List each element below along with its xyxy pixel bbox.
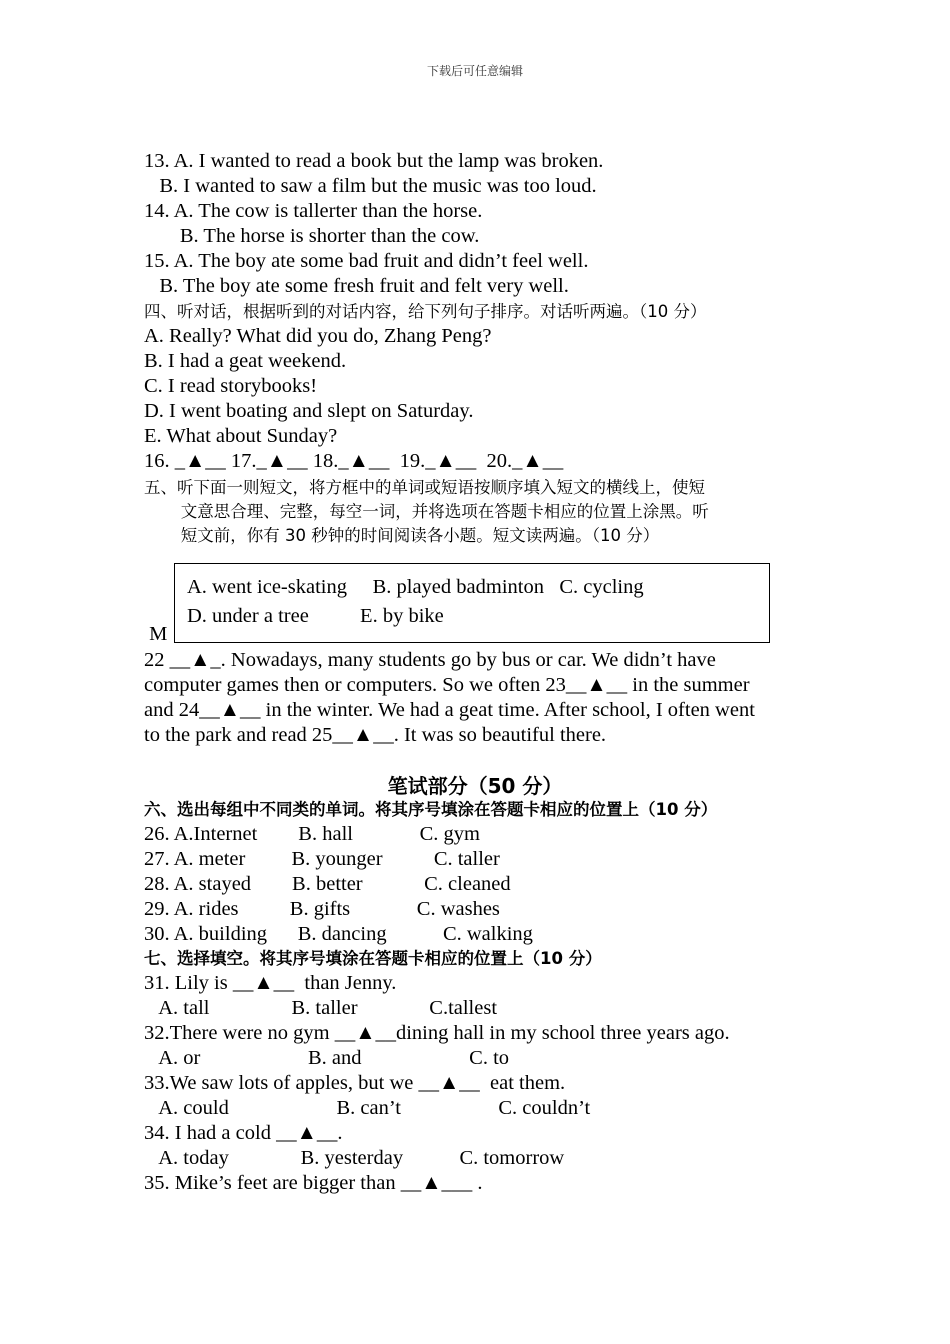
item-15b: B. The boy ate some fresh fruit and felt very well. (144, 275, 569, 297)
question-28: 28. A. stayed B. better C. cleaned (144, 873, 511, 895)
passage-line-1-left: M (144, 623, 168, 645)
item-14b: B. The horse is shorter than the cow. (144, 225, 480, 247)
dialog-line-c: C. I read storybooks! (144, 375, 318, 397)
question-32: 32.There were no gym __▲__dining hall in my school three years ago. (144, 1022, 730, 1044)
written-section-title: 笔试部分（50 分） (387, 774, 563, 798)
section-5-heading-3: 短文前，你有 30 秒钟的时间阅读各小题。短文读两遍。（10 分） (144, 526, 660, 545)
question-34-options: A. today B. yesterday C. tomorrow (144, 1147, 565, 1169)
dialog-line-e: E. What about Sunday? (144, 425, 338, 447)
question-30: 30. A. building B. dancing C. walking (144, 923, 533, 945)
passage-line-4: and 24__▲__ in the winter. We had a geat time. After school, I often went (144, 699, 755, 721)
question-31: 31. Lily is __▲__ than Jenny. (144, 972, 397, 994)
passage-line-3: computer games then or computers. So we often 23__▲__ in the summer (144, 674, 750, 696)
item-15a: 15. A. The boy ate some bad fruit and didn’t feel well. (144, 250, 589, 272)
question-35: 35. Mike’s feet are bigger than __▲___ . (144, 1172, 483, 1194)
dialog-line-b: B. I had a geat weekend. (144, 350, 347, 372)
question-33-options: A. could B. can’t C. couldn’t (144, 1097, 591, 1119)
word-bank-row-1: A. went ice-skating B. played badminton C. cycling (187, 576, 644, 598)
word-bank-row-2: D. under a tree E. by bike (187, 605, 444, 627)
dialog-line-d: D. I went boating and slept on Saturday. (144, 400, 474, 422)
item-13a: 13. A. I wanted to read a book but the lamp was broken. (144, 150, 604, 172)
question-26: 26. A.Internet B. hall C. gym (144, 823, 480, 845)
section-4-heading: 四、听对话，根据听到的对话内容，给下列句子排序。对话听两遍。（10 分） (144, 302, 707, 321)
page-header: 下载后可任意编辑 (426, 64, 523, 78)
question-31-options: A. tall B. taller C.tallest (144, 997, 498, 1019)
section-6-heading: 六、选出每组中不同类的单词。将其序号填涂在答题卡相应的位置上（10 分） (144, 800, 718, 819)
question-32-options: A. or B. and C. to (144, 1047, 510, 1069)
question-27: 27. A. meter B. younger C. taller (144, 848, 500, 870)
item-14a: 14. A. The cow is tallerter than the horse. (144, 200, 483, 222)
dialog-line-a: A. Really? What did you do, Zhang Peng? (144, 325, 492, 347)
answer-blanks-16-20: 16. _▲__ 17._▲__ 18._▲__ 19._▲__ 20._▲__ (144, 450, 564, 472)
passage-line-5: to the park and read 25__▲__. It was so beautiful there. (144, 724, 607, 746)
passage-line-2: 22 __▲_. Nowadays, many students go by bus or car. We didn’t have (144, 649, 716, 671)
question-34: 34. I had a cold __▲__. (144, 1122, 343, 1144)
question-29: 29. A. rides B. gifts C. washes (144, 898, 500, 920)
section-7-heading: 七、选择填空。将其序号填涂在答题卡相应的位置上（10 分） (144, 949, 602, 968)
word-bank-box (174, 563, 770, 643)
item-13b: B. I wanted to saw a film but the music was too loud. (144, 175, 597, 197)
question-33: 33.We saw lots of apples, but we __▲__ eat them. (144, 1072, 566, 1094)
section-5-heading-1: 五、听下面一则短文，将方框中的单词或短语按顺序填入短文的横线上，使短 (144, 478, 705, 497)
section-5-heading-2: 文意思合理、完整，每空一词，并将选项在答题卡相应的位置上涂黑。听 (144, 502, 709, 521)
